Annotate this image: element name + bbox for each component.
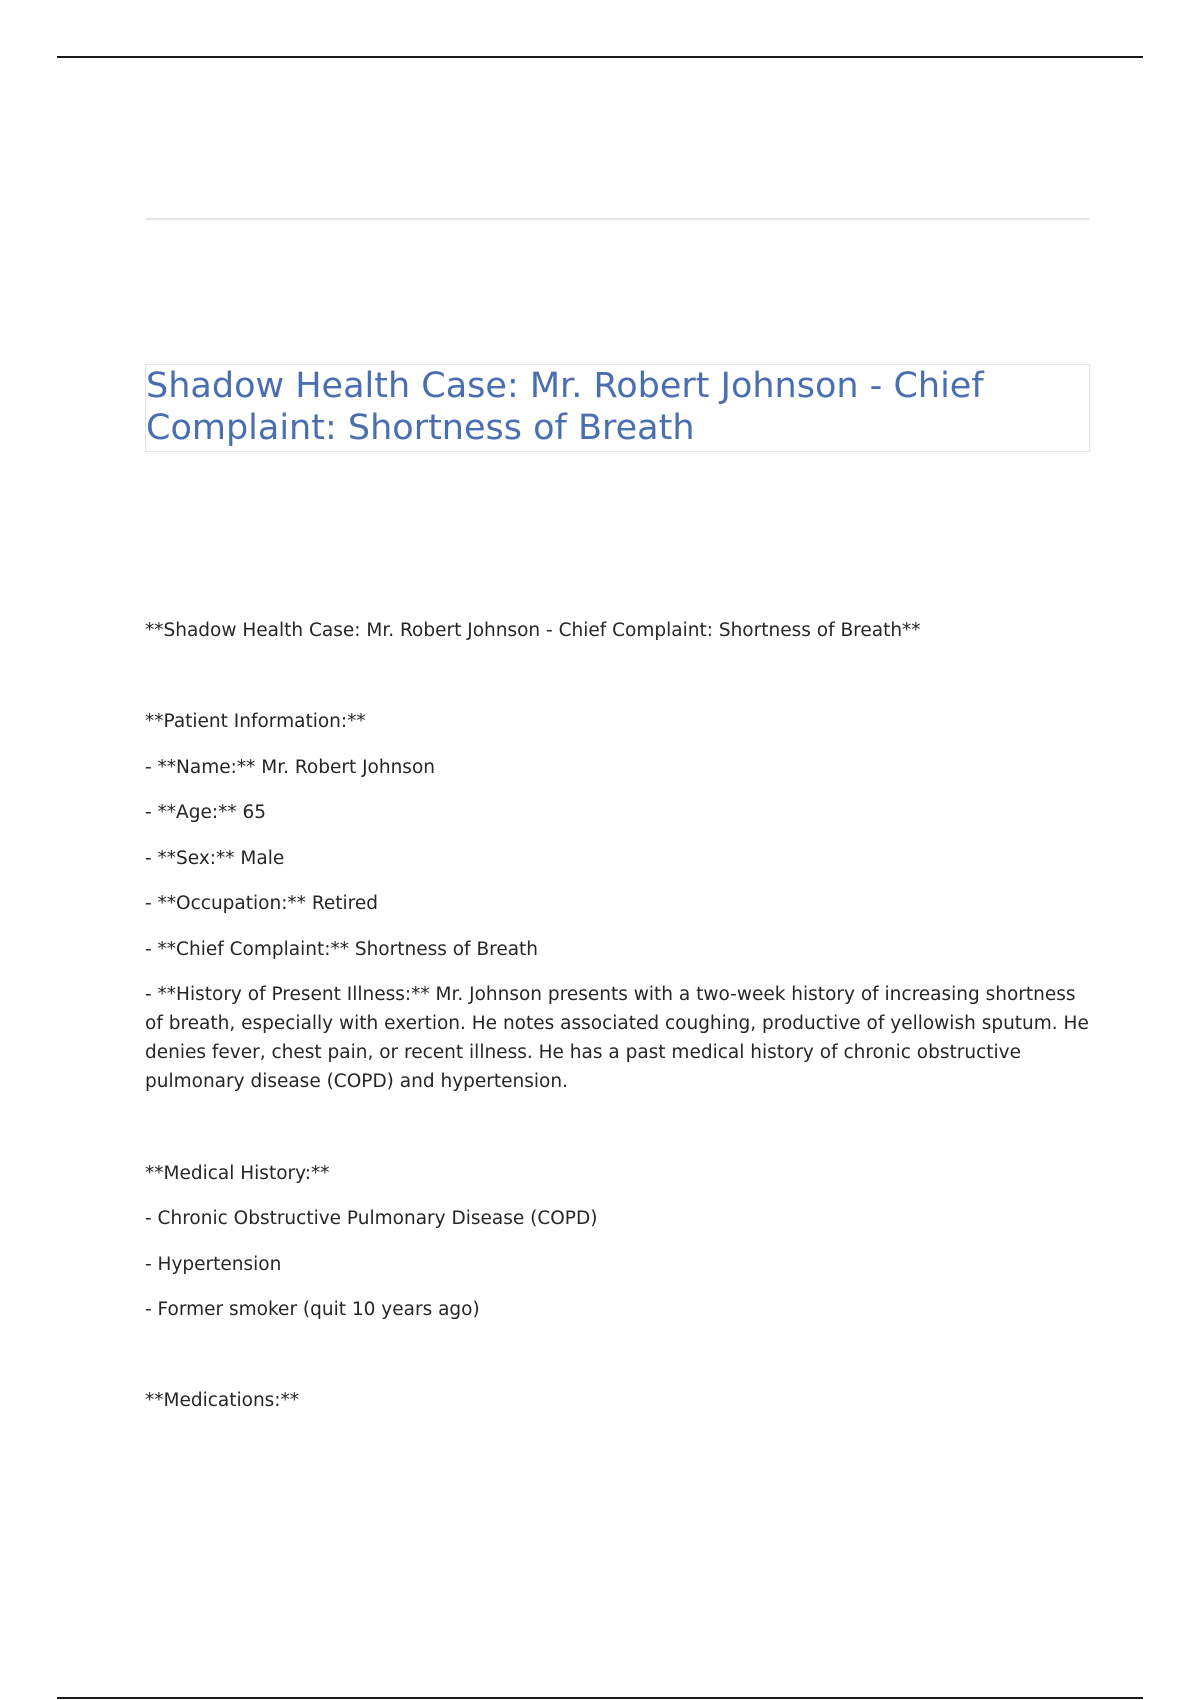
medical-history-item: - Hypertension [145,1254,282,1275]
header-divider [145,218,1089,220]
page-top-rule [57,56,1143,58]
history-present-illness: - **History of Present Illness:** Mr. Johnson presents with a two-week history of increasing shortness of breath, especially with exertion. He notes associated coughing, productive of yellowish sputum. He denies fever, chest pain, or recent illness. He has a past medical history of chronic obstructive pulmonary disease (COPD) and hypertension. [145,984,1089,1092]
medical-history-heading: **Medical History:** [145,1163,330,1184]
document-heading: **Shadow Health Case: Mr. Robert Johnson - Chief Complaint: Shortness of Breath** [145,620,921,641]
medical-history-item: - Former smoker (quit 10 years ago) [145,1299,480,1320]
patient-age: - **Age:** 65 [145,802,266,823]
medical-history-item: - Chronic Obstructive Pulmonary Disease (COPD) [145,1208,598,1229]
page-bottom-rule [57,1697,1143,1699]
document-title: Shadow Health Case: Mr. Robert Johnson - Chief Complaint: Shortness of Breath [146,366,984,448]
patient-name: - **Name:** Mr. Robert Johnson [145,757,435,778]
medications-heading: **Medications:** [145,1390,300,1411]
patient-info-heading: **Patient Information:** [145,711,366,732]
patient-chief-complaint: - **Chief Complaint:** Shortness of Breath [145,939,539,960]
patient-occupation: - **Occupation:** Retired [145,893,378,914]
patient-sex: - **Sex:** Male [145,848,285,869]
